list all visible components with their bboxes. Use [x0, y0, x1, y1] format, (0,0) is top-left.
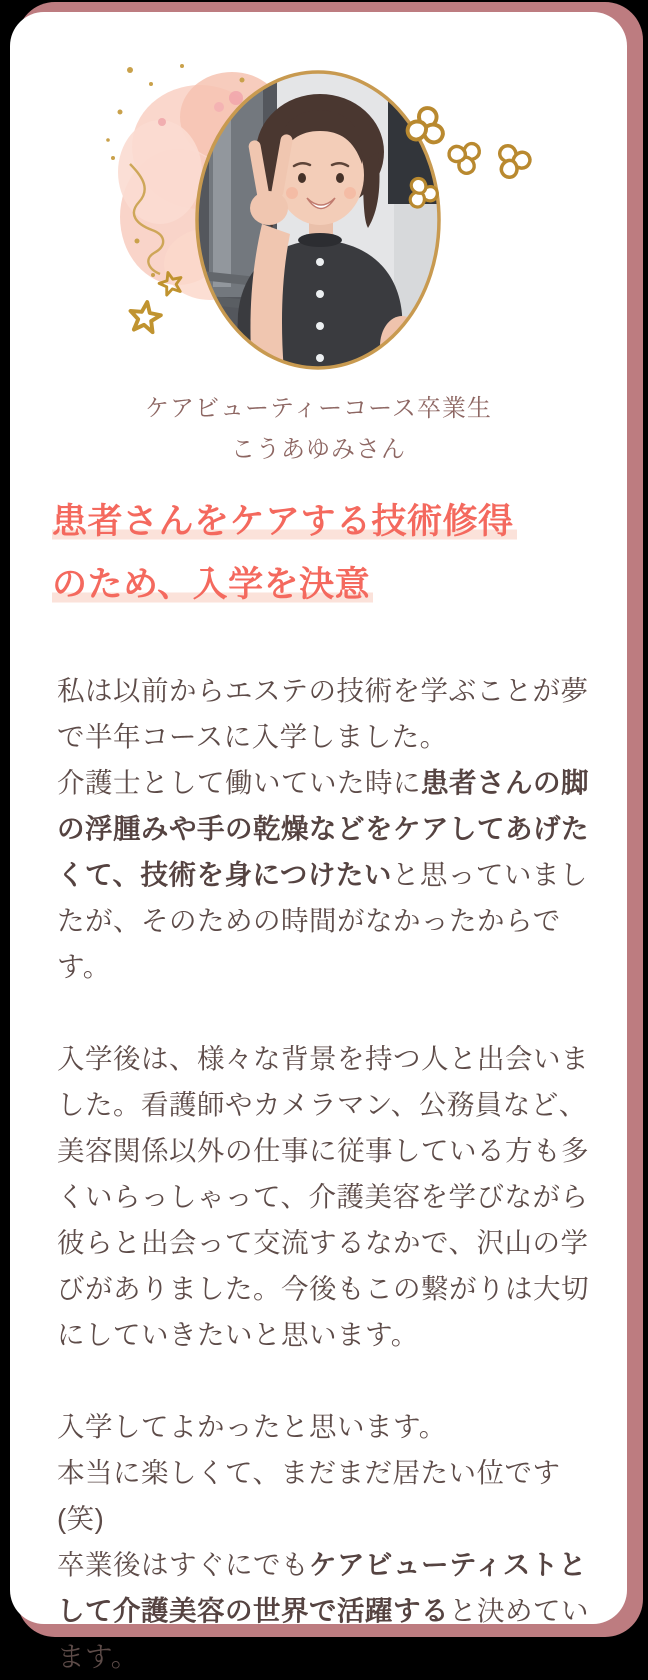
text-run-bold: ケアビューティストとして介護美容の世界で活躍する: [57, 1549, 587, 1626]
paragraph-1: [57, 668, 597, 990]
testimonial-body: [57, 668, 597, 1680]
heading-line1: 患者さんをケアする技術修得: [52, 502, 517, 541]
graduate-photo: [196, 72, 448, 376]
text-run: 入学してよかったと思います。: [57, 1411, 447, 1442]
testimonial-heading: [52, 490, 603, 616]
gold-flower-icon: [489, 137, 538, 184]
text-run: と思っていましたが、そのための時間がなかったからです。: [57, 859, 588, 982]
gold-star-icon: [128, 300, 162, 333]
hero-illustration: [10, 12, 627, 392]
text-run: 私は以前からエステの技術を学ぶことが夢で半年コースに入学しました。: [57, 675, 589, 752]
photo-caption: [10, 388, 627, 470]
text-run-bold: 患者さんの脚の浮腫みや手の乾燥などをケアしてあげたくて、技術を身につけたい: [57, 767, 589, 890]
text-run: 入学後は、様々な背景を持つ人と出会いました。看護師やカメラマン、公務員など、美容関係以外の仕事に従事している方も多くいらっしゃって、介護美容を学びながら彼らと出会って交流するなかで、沢山の学びがありました。今後もこの繋がりは大切にしていきたいと思います。: [57, 1043, 589, 1350]
text-run: 介護士として働いていた時に: [57, 767, 421, 798]
heading-line2: のため、入学を決意: [52, 565, 373, 604]
text-run: 本当に楽しくて、まだまだ居たい位です(笑): [57, 1457, 561, 1534]
paragraph-2: [57, 1036, 597, 1358]
testimonial-card: [10, 12, 627, 1672]
caption-course: ケアビューティーコース卒業生: [145, 394, 492, 422]
gold-flower-icon: [442, 133, 489, 181]
paragraph-3: [57, 1404, 597, 1680]
caption-name: こうあゆみさん: [231, 435, 406, 463]
text-run: 卒業後はすぐにでも: [57, 1549, 309, 1580]
text-run: と決めています。: [57, 1595, 589, 1672]
